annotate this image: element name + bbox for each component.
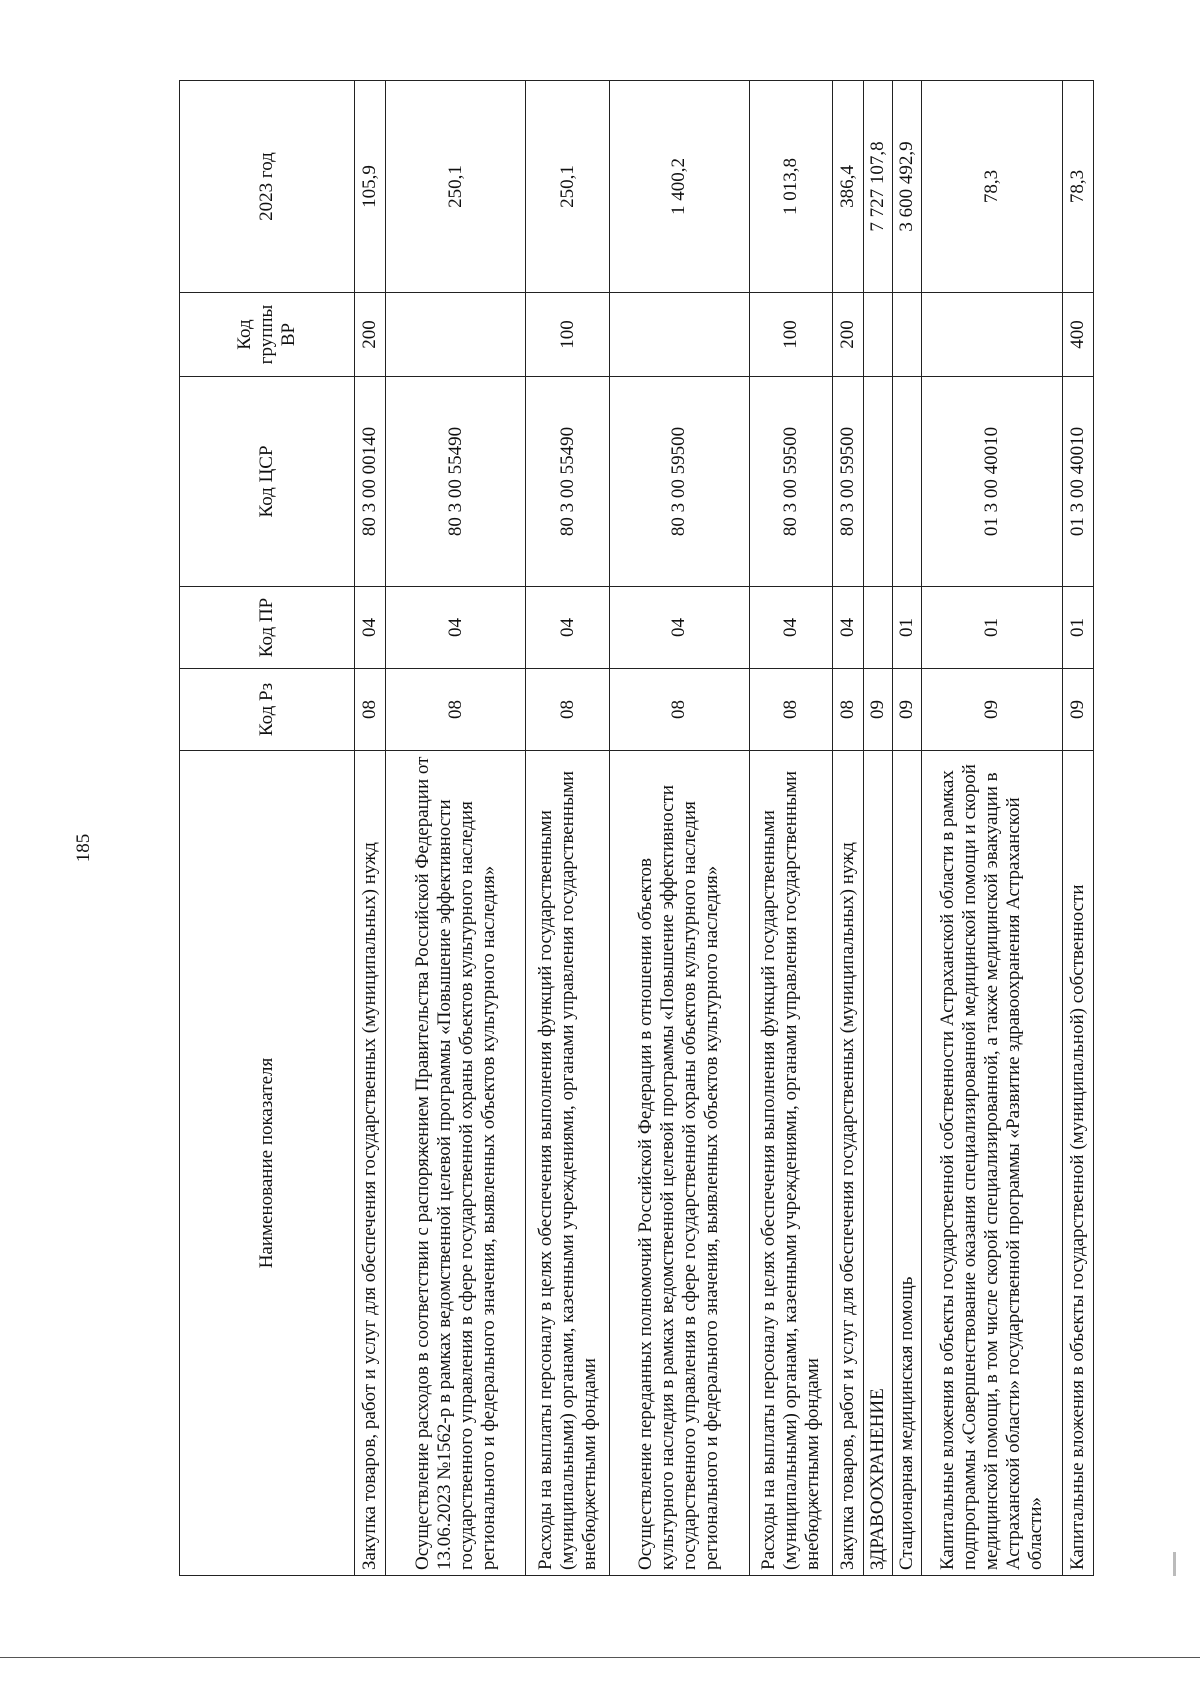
row-csr — [864, 377, 893, 587]
row-name: Закупка товаров, работ и услуг для обеспечения государственных (муниципальных) нужд — [355, 751, 386, 1576]
row-rz: 08 — [749, 669, 832, 751]
budget-table — [179, 80, 1094, 1576]
table-row — [833, 81, 864, 1576]
row-name: Капитальные вложения в объекты государственной собственности Астраханской области в рамках подпрограммы «Совершенствование оказания специализированной медицинской помощи и скорой медицинской помощи, в том числе скорой специализированной, а также медицинской эвакуации в Астраханской области» государственной программы «Развитие здравоохранения Астраханской области» — [922, 751, 1062, 1576]
row-rz: 08 — [833, 669, 864, 751]
row-amount: 386,4 — [833, 81, 864, 293]
table-row — [922, 81, 1062, 1576]
row-vr: 200 — [833, 293, 864, 377]
row-vr — [864, 293, 893, 377]
row-rz: 09 — [864, 669, 893, 751]
table-row — [526, 81, 609, 1576]
row-pr: 01 — [1062, 587, 1093, 669]
header-pr: Код ПР — [180, 587, 355, 669]
row-vr — [609, 293, 749, 377]
row-csr: 80 3 00 59500 — [609, 377, 749, 587]
row-amount: 78,3 — [1062, 81, 1093, 293]
row-pr: 04 — [833, 587, 864, 669]
row-amount: 250,1 — [526, 81, 609, 293]
row-csr: 80 3 00 59500 — [749, 377, 832, 587]
row-name: Осуществление переданных полномочий Российской Федерации в отношении объектов культурного наследия в рамках ведомственной целевой программы «Повышение эффективности государственного управления в сфере государственной охраны объектов культурного наследия регионального и федерального значения, выявленных объектов культурного наследия» — [609, 751, 749, 1576]
row-pr — [864, 587, 893, 669]
table-row — [893, 81, 922, 1576]
page-number: 185 — [73, 833, 94, 863]
row-amount: 1 013,8 — [749, 81, 832, 293]
header-rz: Код Рз — [180, 669, 355, 751]
row-amount: 78,3 — [922, 81, 1062, 293]
header-csr: Код ЦСР — [180, 377, 355, 587]
row-pr: 04 — [526, 587, 609, 669]
row-pr: 01 — [922, 587, 1062, 669]
row-csr — [893, 377, 922, 587]
header-name: Наименование показателя — [180, 751, 355, 1576]
row-csr: 80 3 00 55490 — [386, 377, 526, 587]
row-rz: 09 — [922, 669, 1062, 751]
row-pr: 04 — [609, 587, 749, 669]
header-vr: Код группы ВР — [180, 293, 355, 377]
row-name: Расходы на выплаты персоналу в целях обеспечения выполнения функций государственными (муниципальными) органами, казенными учреждениями, органами управления государственными внебюджетными фондами — [749, 751, 832, 1576]
row-name: Капитальные вложения в объекты государственной (муниципальной) собственности — [1062, 751, 1093, 1576]
row-pr: 04 — [749, 587, 832, 669]
row-vr: 100 — [749, 293, 832, 377]
row-vr: 200 — [355, 293, 386, 377]
rotated-table-container — [179, 81, 1094, 1576]
table-row — [386, 81, 526, 1576]
scan-artifact-mark — [1173, 1552, 1176, 1576]
table-row — [609, 81, 749, 1576]
row-name: Стационарная медицинская помощь — [893, 751, 922, 1576]
row-rz: 09 — [1062, 669, 1093, 751]
row-vr: 100 — [526, 293, 609, 377]
row-pr: 04 — [386, 587, 526, 669]
table-row — [1062, 81, 1093, 1576]
row-pr: 04 — [355, 587, 386, 669]
table-row — [749, 81, 832, 1576]
table-row — [864, 81, 893, 1576]
row-amount: 1 400,2 — [609, 81, 749, 293]
row-vr — [386, 293, 526, 377]
table-row — [355, 81, 386, 1576]
row-csr: 80 3 00 55490 — [526, 377, 609, 587]
row-csr: 80 3 00 00140 — [355, 377, 386, 587]
row-rz: 08 — [355, 669, 386, 751]
row-name: Осуществление расходов в соответствии с распоряжением Правительства Российской Федерации от 13.06.2023 №1562-р в рамках ведомственной целевой программы «Повышение эффективности государственного управления в сфере государственной охраны объектов культурного наследия регионального и федерального значения, выявленных объектов культурного наследия» — [386, 751, 526, 1576]
row-amount: 105,9 — [355, 81, 386, 293]
table-header-row — [180, 81, 355, 1576]
row-rz: 08 — [526, 669, 609, 751]
row-name: Закупка товаров, работ и услуг для обеспечения государственных (муниципальных) нужд — [833, 751, 864, 1576]
row-rz: 08 — [386, 669, 526, 751]
row-rz: 08 — [609, 669, 749, 751]
row-vr — [893, 293, 922, 377]
row-amount: 3 600 492,9 — [893, 81, 922, 293]
row-csr: 80 3 00 59500 — [833, 377, 864, 587]
row-vr: 400 — [1062, 293, 1093, 377]
row-csr: 01 3 00 40010 — [922, 377, 1062, 587]
header-year: 2023 год — [180, 81, 355, 293]
row-pr: 01 — [893, 587, 922, 669]
row-rz: 09 — [893, 669, 922, 751]
row-name: Расходы на выплаты персоналу в целях обеспечения выполнения функций государственными (муниципальными) органами, казенными учреждениями, органами управления государственными внебюджетными фондами — [526, 751, 609, 1576]
row-vr — [922, 293, 1062, 377]
row-csr: 01 3 00 40010 — [1062, 377, 1093, 587]
row-amount: 250,1 — [386, 81, 526, 293]
bottom-rule — [0, 1657, 1200, 1658]
row-amount: 7 727 107,8 — [864, 81, 893, 293]
row-name: ЗДРАВООХРАНЕНИЕ — [864, 751, 893, 1576]
